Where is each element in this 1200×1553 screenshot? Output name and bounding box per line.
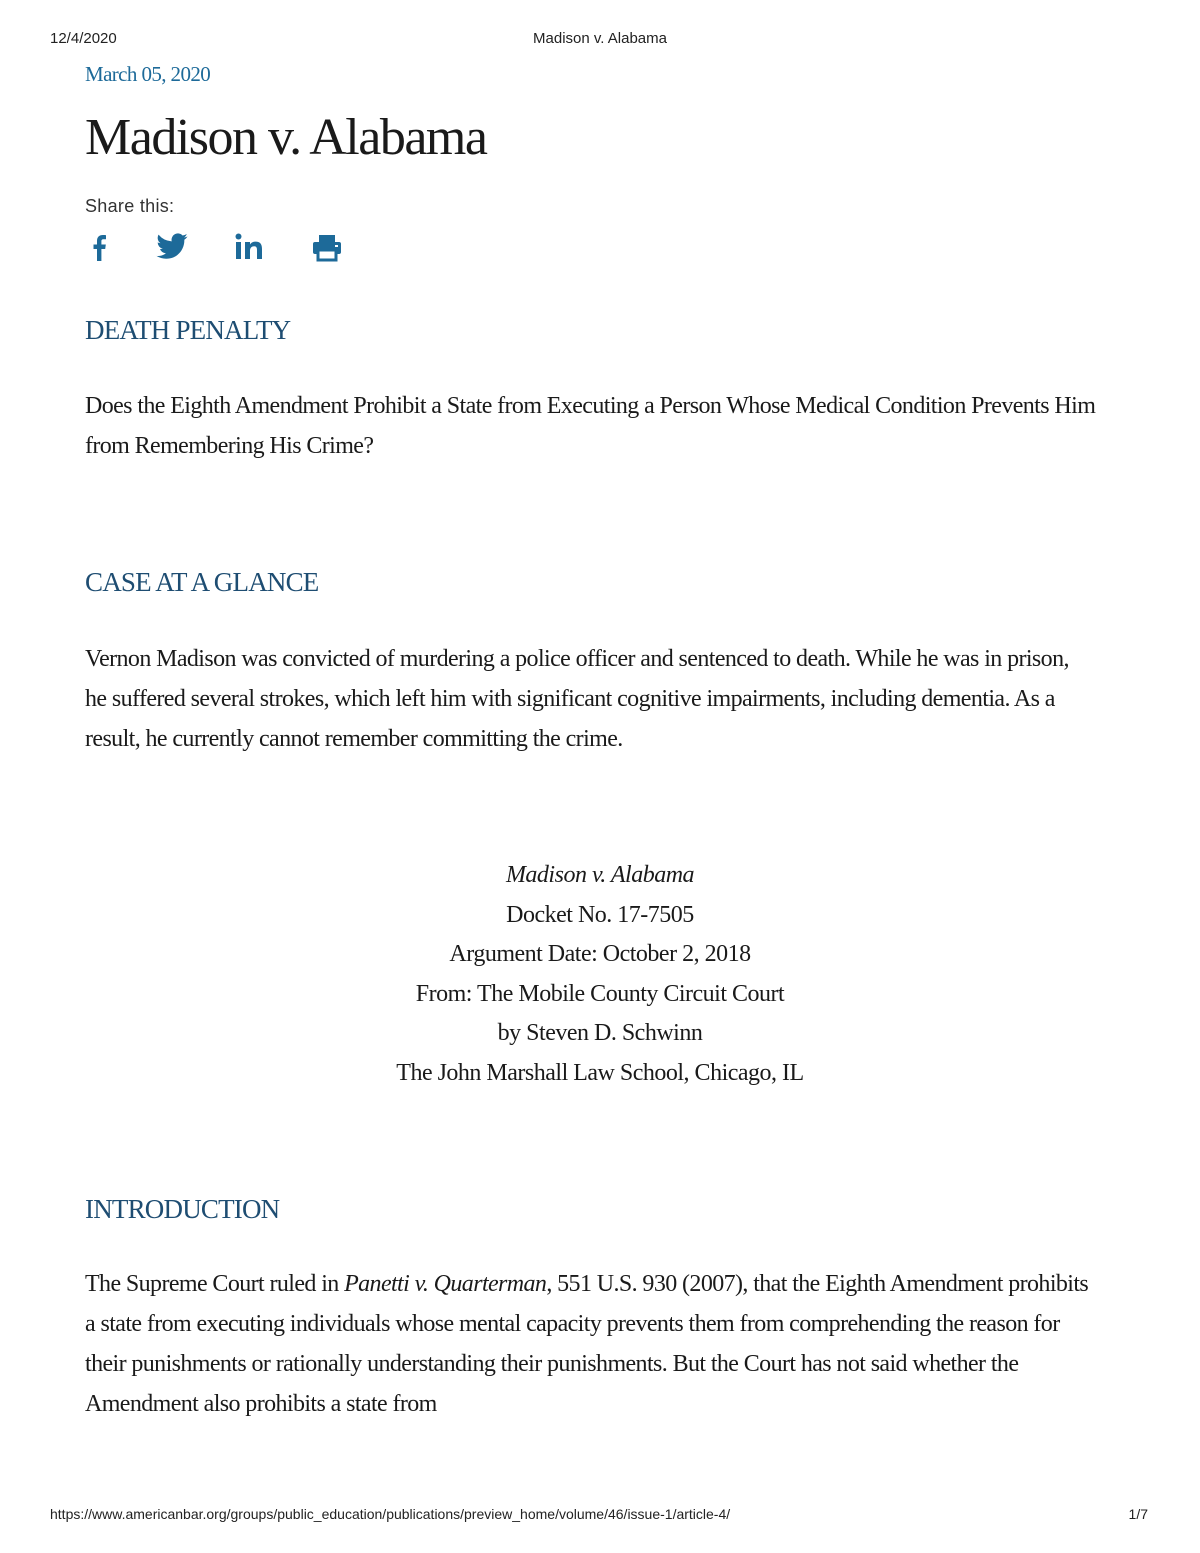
share-label: Share this: (85, 196, 175, 216)
docket-number: Docket No. 17-7505 (506, 901, 694, 928)
print-title: Madison v. Alabama (533, 30, 667, 47)
section-heading-death-penalty: DEATH PENALTY (85, 315, 291, 345)
introduction-paragraph (85, 1264, 1095, 1424)
case-question: Does the Eighth Amendment Prohibit a State from Executing a Person Whose Medical Condition Prevents Him from Remembering His Crime? (85, 393, 1096, 459)
intro-text-rest: , 551 U.S. 930 (2007), that the Eighth Amendment prohibits a state from executing individuals whose mental capacity prevents them from comprehending the reason for their punishments or rationally understanding their punishments. But the Court has not said whether the Amendment also prohibits a state from (85, 1271, 1089, 1417)
print-date: 12/4/2020 (50, 30, 117, 47)
print-icon[interactable] (310, 230, 344, 264)
publication-date: March 05, 2020 (85, 62, 211, 86)
section-heading-introduction: INTRODUCTION (85, 1194, 280, 1224)
argument-date: Argument Date: October 2, 2018 (449, 941, 751, 967)
author-byline: by Steven D. Schwinn (497, 1020, 703, 1046)
print-header (0, 30, 1200, 50)
case-citation: Panetti v. Quarterman (344, 1271, 547, 1297)
facebook-icon[interactable] (83, 230, 117, 264)
author-affiliation: The John Marshall Law School, Chicago, IL (396, 1059, 804, 1086)
page-title: Madison v. Alabama (85, 109, 487, 166)
section-heading-case-at-a-glance: CASE AT A GLANCE (85, 567, 319, 597)
page-number: 1/7 (1128, 1506, 1148, 1522)
case-name: Madison v. Alabama (505, 862, 695, 888)
case-summary: Vernon Madison was convicted of murdering a police officer and sentenced to death. While he was in prison, he suffered several strokes, which left him with significant cognitive impairments, including dementia. As a result, he currently cannot remember committing the crime. (85, 646, 1069, 752)
case-info-block (85, 856, 1115, 1093)
intro-text-start: The Supreme Court ruled in (85, 1271, 345, 1297)
lower-court: From: The Mobile County Circuit Court (415, 980, 785, 1007)
print-footer (0, 1506, 1200, 1526)
twitter-icon[interactable] (155, 230, 189, 264)
page-url: https://www.americanbar.org/groups/public_education/publications/preview_home/volume/46/issue-1/article-4/ (50, 1506, 731, 1522)
linkedin-icon[interactable] (233, 230, 267, 264)
